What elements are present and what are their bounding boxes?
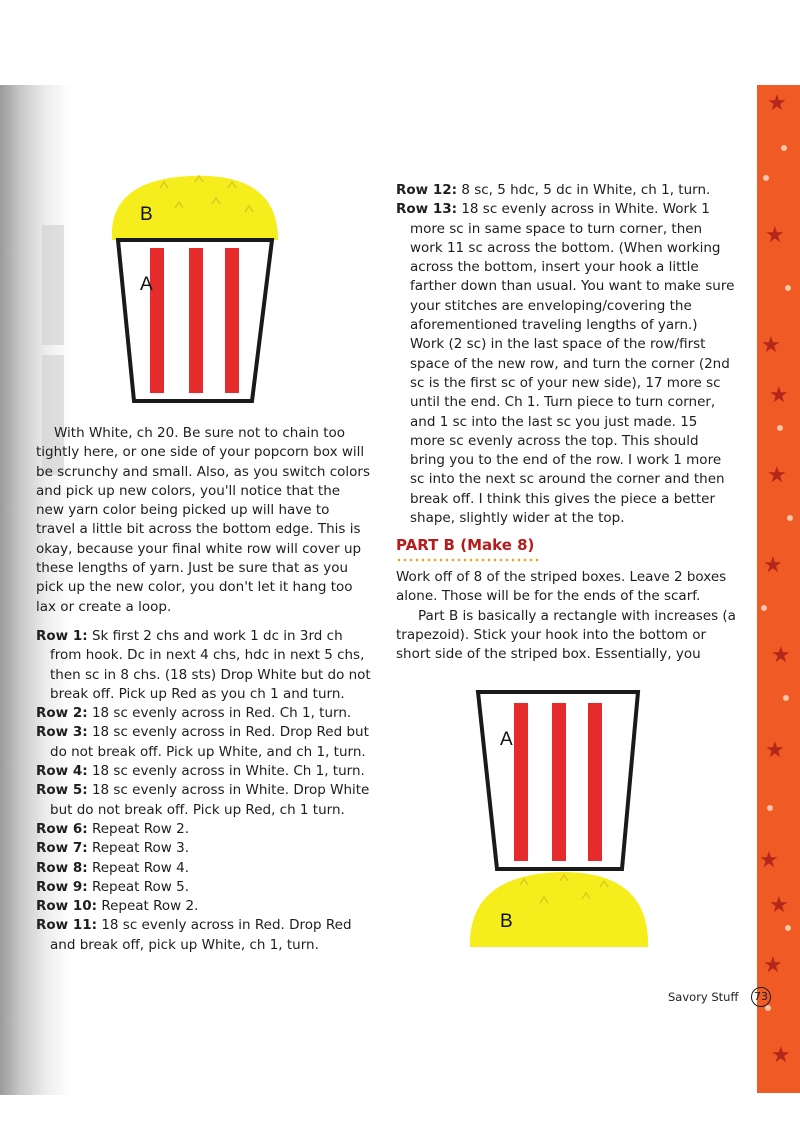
heading-dotted-underline xyxy=(396,558,540,562)
diagram-label-a: A xyxy=(500,729,513,750)
star-icon: ★ xyxy=(767,463,787,488)
rows-left-list xyxy=(36,627,371,955)
star-icon: ★ xyxy=(759,848,779,873)
star-icon: ★ xyxy=(765,738,785,763)
dot xyxy=(763,175,769,181)
row-instruction: Row 4: 18 sc evenly across in White. Ch 1, turn. xyxy=(36,763,365,780)
row-instruction: Row 12: 8 sc, 5 hdc, 5 dc in White, ch 1, turn. xyxy=(396,182,711,198)
rows-right-list xyxy=(396,181,736,528)
row-instruction: Row 8: Repeat Row 4. xyxy=(36,859,189,876)
dot xyxy=(783,695,789,701)
part-b-paragraph: Work off of 8 of the striped boxes. Leave 2 boxes alone. Those will be for the ends of the scarf. xyxy=(396,569,727,605)
star-icon: ★ xyxy=(769,893,789,918)
row-instruction: Row 2: 18 sc evenly across in Red. Ch 1, turn. xyxy=(36,705,352,722)
row-instruction: Row 3: 18 sc evenly across in Red. Drop Red but do not break off. Pick up White, and ch 1, turn. xyxy=(36,724,369,760)
row-instruction: Row 9: Repeat Row 5. xyxy=(36,878,189,895)
red-stripe xyxy=(189,248,203,393)
dot xyxy=(767,805,773,811)
star-icon: ★ xyxy=(761,333,781,358)
decorative-star-strip xyxy=(757,85,800,1093)
row-instruction: Row 1: Sk first 2 chs and work 1 dc in 3rd ch from hook. Dc in next 4 chs, hdc in next 5 chs, then sc in 8 chs. (18 sts) Drop White but do not break off. Pick up Red as you ch 1 and turn. xyxy=(36,628,371,702)
red-stripe xyxy=(514,703,528,861)
star-icon: ★ xyxy=(763,553,783,578)
row-instruction: Row 13: 18 sc evenly across in White. Work 1 more sc in same space to turn corner, then work 11 sc across the bottom. (When working across the bottom, insert your hook a little farther down than usual. You want to make sure your stitches are enveloping/covering the aforementioned traveling lengths of yarn.) Work (2 sc) in the last space of the row/first space of the new row, and turn the corner (2nd sc is the first sc of your new side), 17 more sc until the end. Ch 1. Turn piece to turn corner, and 1 sc into the last sc you just made. 15 more sc evenly across the top. This should bring you to the end of the row. I work 1 more sc into the next sc around the corner and then break off. I think this gives the piece a better shape, slightly wider at the top. xyxy=(396,201,735,527)
dot xyxy=(787,515,793,521)
row-instruction: Row 11: 18 sc evenly across in Red. Drop Red and break off, pick up White, ch 1, turn. xyxy=(36,917,352,953)
red-stripe xyxy=(225,248,239,393)
section-heading-part-b: PART B (Make 8) xyxy=(396,536,535,554)
star-icon: ★ xyxy=(771,643,791,668)
dot xyxy=(781,145,787,151)
star-icon: ★ xyxy=(771,1043,791,1068)
bleed-mark xyxy=(42,225,64,345)
star-icon: ★ xyxy=(765,223,785,248)
row-instruction: Row 10: Repeat Row 2. xyxy=(36,898,199,915)
red-stripe xyxy=(588,703,602,861)
section-footer-label: Savory Stuff xyxy=(668,990,739,1004)
popcorn-diagram-top xyxy=(100,158,300,423)
star-icon: ★ xyxy=(769,383,789,408)
popcorn-bottom-b-shape xyxy=(470,872,648,947)
diagram-label-a: A xyxy=(140,274,153,295)
red-stripe xyxy=(552,703,566,861)
part-b-text xyxy=(396,568,736,664)
part-b-paragraph: Part B is basically a rectangle with increases (a trapezoid). Stick your hook into the bottom or short side of the striped box. Essentially, you xyxy=(396,607,736,663)
diagram-label-b: B xyxy=(500,911,513,932)
row-instruction: Row 7: Repeat Row 3. xyxy=(36,840,189,857)
dot xyxy=(765,1005,771,1011)
page-number: 73 xyxy=(751,987,771,1007)
row-instruction: Row 6: Repeat Row 2. xyxy=(36,820,189,837)
dot xyxy=(785,285,791,291)
dot xyxy=(761,605,767,611)
red-stripe xyxy=(150,248,164,393)
star-icon: ★ xyxy=(767,91,787,116)
dot xyxy=(777,425,783,431)
diagram-label-b: B xyxy=(140,204,153,225)
row-instruction: Row 5: 18 sc evenly across in White. Drop White but do not break off. Pick up Red, ch 1 turn. xyxy=(36,782,370,818)
popcorn-top-b-shape xyxy=(112,176,278,240)
intro-paragraph: With White, ch 20. Be sure not to chain too tightly here, or one side of your popcorn box will be scrunchy and small. Also, as you switch colors and pick up new colors, you'll notice that the new yarn color being picked up will have to travel a little bit across the bottom edge. This is okay, because your final white row will cover up these lengths of yarn. Just be sure that as you pick up the new color, you don't let it hang too lax or create a loop. xyxy=(36,425,370,615)
star-icon: ★ xyxy=(763,953,783,978)
dot xyxy=(785,925,791,931)
popcorn-diagram-bottom xyxy=(470,685,660,950)
